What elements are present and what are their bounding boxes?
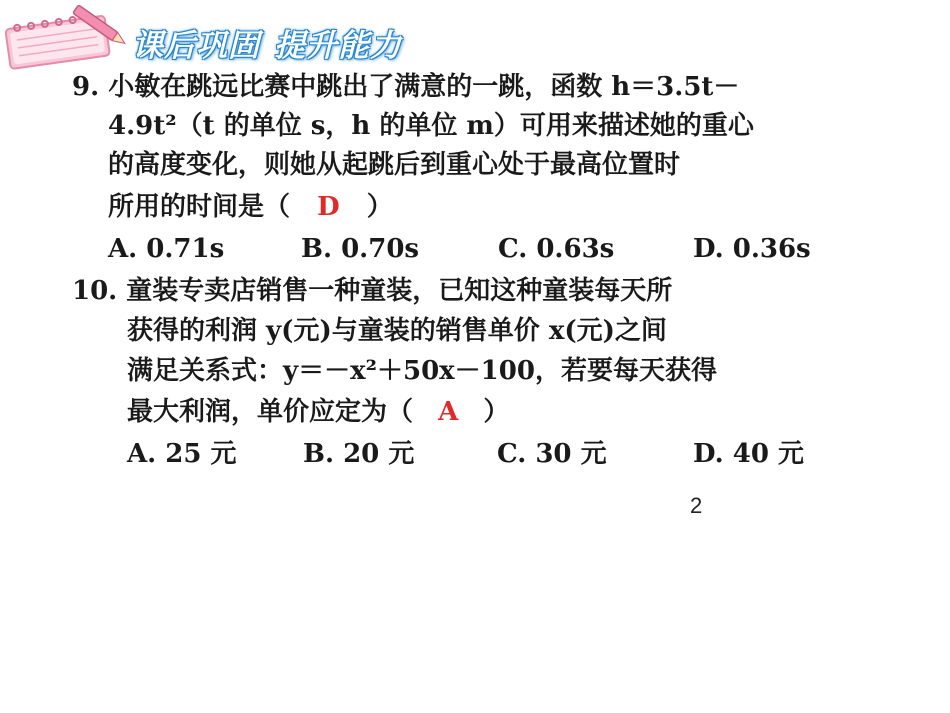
option-b: B. 0.70s <box>301 234 420 264</box>
options-row <box>127 437 907 471</box>
page-number: 2 <box>690 493 703 518</box>
question-line-end: ） <box>366 192 393 222</box>
option-b: B. 20 元 <box>303 439 415 469</box>
options-row <box>108 232 908 266</box>
banner-part2: 提升能力 <box>274 27 402 64</box>
answer-mark: A <box>438 397 459 427</box>
option-a: A. 0.71s <box>108 234 225 264</box>
section-banner <box>132 20 402 64</box>
question-line: 满足关系式：y＝－x²＋50x－100，若要每天获得 <box>127 356 717 386</box>
question-line: 的高度变化，则她从起跳后到重心处于最高位置时 <box>108 150 681 180</box>
option-d: D. 0.36s <box>693 234 811 264</box>
banner-part1: 课后巩固 <box>132 27 260 64</box>
question-line-end: ） <box>483 397 510 427</box>
notebook-pen-icon <box>0 0 140 75</box>
question-line: 获得的利润 y(元)与童装的销售单价 x(元)之间 <box>127 316 667 346</box>
question-number: 10. <box>72 276 118 306</box>
question-number: 9. <box>72 72 100 102</box>
question-line: 小敏在跳远比赛中跳出了满意的一跳，函数 h＝3.5t－ <box>108 72 740 102</box>
answer-mark: D <box>317 192 340 222</box>
option-d: D. 40 元 <box>693 439 804 469</box>
option-a: A. 25 元 <box>127 439 237 469</box>
option-c: C. 0.63s <box>498 234 615 264</box>
question-line: 所用的时间是（ <box>108 192 291 222</box>
question-line: 最大利润，单价应定为（ <box>127 397 414 427</box>
option-c: C. 30 元 <box>497 439 607 469</box>
question-line: 童装专卖店销售一种童装，已知这种童装每天所 <box>126 276 673 306</box>
question-line: 4.9t²（t 的单位 s，h 的单位 m）可用来描述她的重心 <box>108 111 754 141</box>
